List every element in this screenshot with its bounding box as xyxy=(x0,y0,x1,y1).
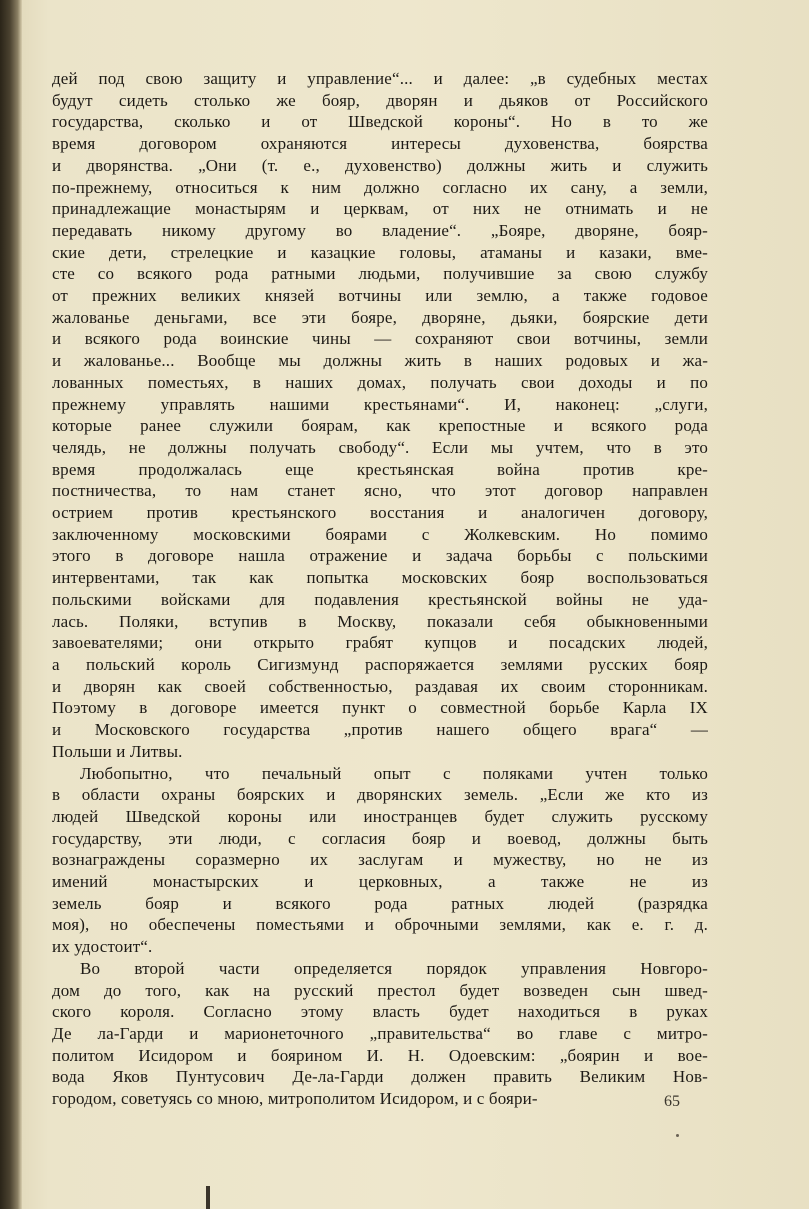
text-line: политом Исидором и боярином И. Н. Одоевским: „боярин и вое- xyxy=(52,1045,708,1065)
text-line: в области охраны боярских и дворянских земель. „Если же кто из xyxy=(52,785,708,805)
text-line: заключенному московскими боярами с Жолкевским. Но помимо xyxy=(52,524,708,544)
text-line: Польши и Литвы. xyxy=(52,741,183,761)
text-line: Де ла-Гарди и марионеточного „правительства“ во главе с митро- xyxy=(52,1023,708,1043)
text-line: время договором охраняются интересы духовенства, боярства xyxy=(52,134,708,154)
text-line: прежнему управлять нашими крестьянами“. И, наконец: „слуги, xyxy=(52,394,708,414)
text-line: Любопытно, что печальный опыт с поляками учтен только xyxy=(80,763,708,783)
text-line: принадлежащие монастырям и церквам, от них не отнимать и не xyxy=(52,199,708,219)
text-line: имений монастырских и церковных, а также не из xyxy=(52,872,708,892)
text-line: передавать никому другому во владение“. „Бояре, дворяне, бояр- xyxy=(52,220,708,240)
text-line: государству, эти люди, с согласия бояр и воевод, должны быть xyxy=(52,828,708,848)
text-line: а польский король Сигизмунд распоряжается землями русских бояр xyxy=(52,654,708,674)
text-line: и Московского государства „против нашего общего врага“ — xyxy=(52,720,708,740)
text-line: завоевателями; они открыто грабят купцов и посадских людей, xyxy=(52,633,708,653)
text-line: дей под свою защиту и управление“... и далее: „в судебных местах xyxy=(52,69,708,88)
paragraph xyxy=(52,68,708,763)
text-line: лованных поместьях, в наших домах, получать свои доходы и по xyxy=(52,372,708,392)
text-line: этого в договоре нашла отражение и задача борьбы с польскими xyxy=(52,546,708,566)
text-line: земель бояр и всякого рода ратных людей (разрядка xyxy=(52,893,708,913)
text-line: дом до того, как на русский престол будет возведен сын швед- xyxy=(52,980,708,1000)
text-line: государства, сколько и от Шведской короны“. Но в то же xyxy=(52,112,708,132)
text-line: Во второй части определяется порядок управления Новгоро- xyxy=(80,958,708,978)
paragraph xyxy=(52,763,708,958)
text-line: ского короля. Согласно этому власть будет находиться в руках xyxy=(52,1002,708,1022)
text-line: и всякого рода воинские чины — сохраняют свои вотчины, земли xyxy=(52,329,708,349)
text-line: время продолжалась еще крестьянская война против кре- xyxy=(52,459,708,479)
text-line: челядь, не должны получать свободу“. Если мы учтем, что в это xyxy=(52,437,708,457)
text-line: вознаграждены соразмерно их заслугам и мужеству, но не из xyxy=(52,850,708,870)
text-line: и дворян как своей собственностью, раздавая их своим сторонникам. xyxy=(52,676,708,696)
text-line: постничества, то нам станет ясно, что этот договор направлен xyxy=(52,481,708,501)
body-text xyxy=(52,68,708,1110)
text-line: лась. Поляки, вступив в Москву, показали себя обыкновенными xyxy=(52,611,708,631)
text-line: острием против крестьянского восстания и аналогичен договору, xyxy=(52,503,708,523)
text-line: интервентами, так как попытка московских бояр воспользоваться xyxy=(52,568,708,588)
text-line: вода Яков Пунтусович Де-ла-Гарди должен править Великим Нов- xyxy=(52,1067,708,1087)
text-line: и дворянства. „Они (т. е., духовенство) должны жить и служить xyxy=(52,155,708,175)
text-line: от прежних великих князей вотчины или землю, а также годовое xyxy=(52,286,708,306)
text-line: и жалованье... Вообще мы должны жить в наших родовых и жа- xyxy=(52,351,708,371)
text-line: сте со всякого рода ратными людьми, получившие за свою службу xyxy=(52,264,708,284)
text-line: людей Шведской короны или иностранцев будет служить русскому xyxy=(52,806,708,826)
text-line: будут сидеть столько же бояр, дворян и дьяков от Российского xyxy=(52,90,708,110)
stray-dot-mark xyxy=(676,1134,679,1137)
bottom-ink-mark xyxy=(206,1186,210,1209)
text-line: польскими войсками для подавления крестьянской войны не уда- xyxy=(52,589,708,609)
text-line: жалованье деньгами, все эти бояре, дворяне, дьяки, боярские дети xyxy=(52,307,708,327)
text-line: их удостоит“. xyxy=(52,937,153,957)
text-line: моя), но обеспечены поместьями и оброчными землями, как е. г. д. xyxy=(52,915,708,935)
book-spine-shadow xyxy=(0,0,22,1209)
page-number: 65 xyxy=(664,1093,680,1110)
text-line: по-прежнему, относиться к ним должно согласно их сану, а земли, xyxy=(52,177,708,197)
paragraph xyxy=(52,958,708,1110)
text-line: Поэтому в договоре имеется пункт о совместной борьбе Карла IX xyxy=(52,698,708,718)
text-line: которые ранее служили боярам, как крепостные и всякого рода xyxy=(52,416,708,436)
text-line: ские дети, стрелецкие и казацкие головы, атаманы и казаки, вме- xyxy=(52,242,708,262)
text-line: городом, советуясь со мною, митрополитом Исидором, и с бояри- xyxy=(52,1089,538,1109)
